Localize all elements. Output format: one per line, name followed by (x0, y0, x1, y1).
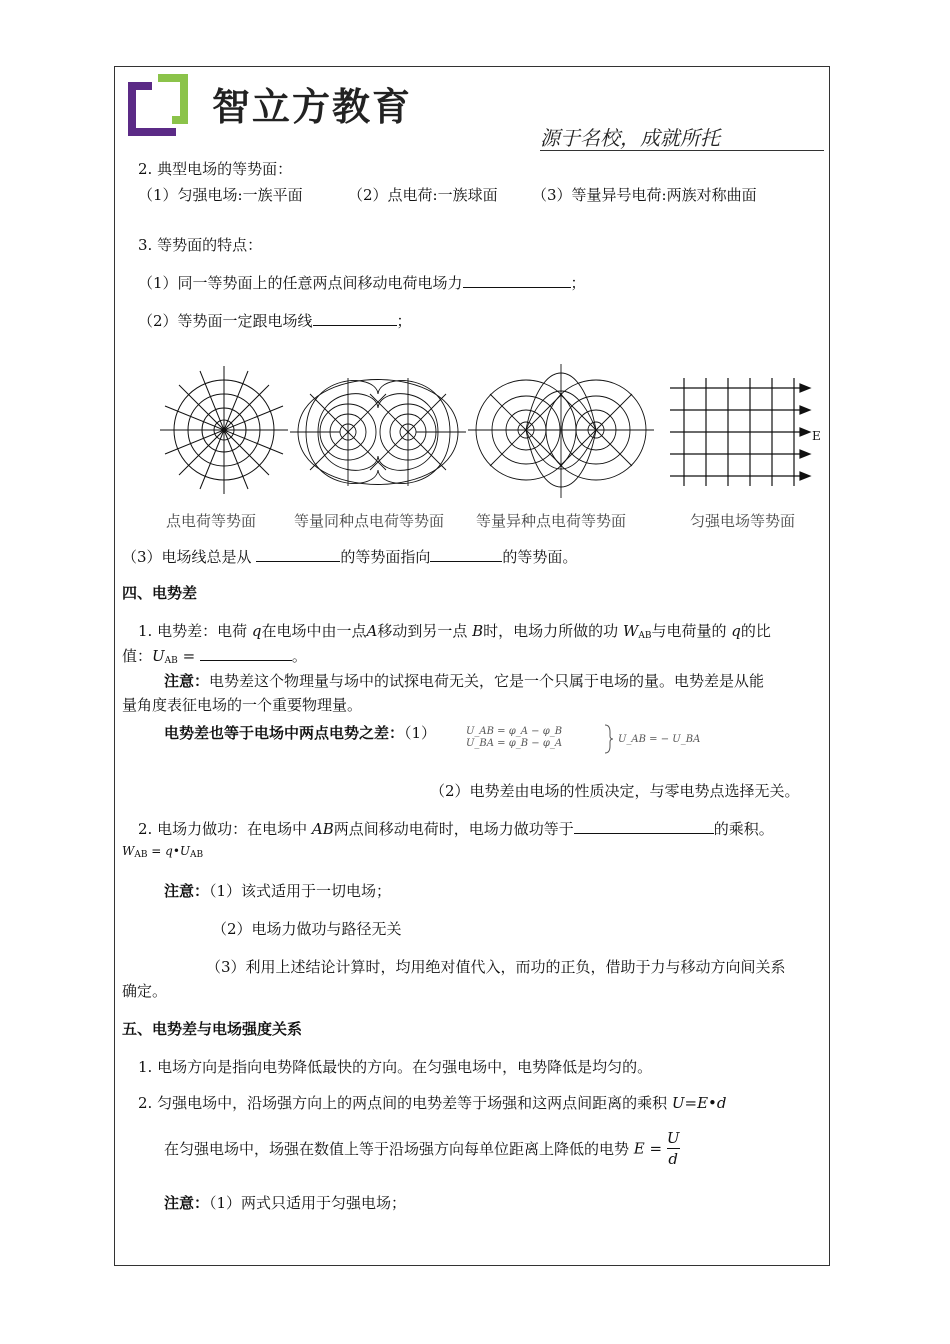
point-charge-figure (160, 366, 288, 494)
sec4-diff-2: （2）电势差由电场的性质决定，与零电势点选择无关。 (430, 782, 800, 800)
item3-3: （3）电场线总是从 的等势面指向 的等势面。 (122, 548, 578, 566)
item3-1: （1）同一等势面上的任意两点间移动电荷电场力 ； (138, 274, 586, 292)
sec5-p1: 1. 电场方向是指向电势降低最快的方向。在匀强电场中，电势降低是均匀的。 (138, 1058, 653, 1076)
item3-2: （2）等势面一定跟电场线 ； (138, 312, 412, 330)
sec4-diff-line: 电势差也等于电场中两点电势之差：（1） (164, 724, 437, 742)
fraction-u-over-d: $\frac{U}{d}$ (666, 1129, 680, 1168)
diff-formula-group: U_AB = φ_A − φ_B U_BA = φ_B − φ_A (466, 726, 563, 749)
sec4-note2-1: 注意：（1）该式适用于一切电场； (164, 882, 392, 900)
sec5-p3: 在匀强电场中，场强在数值上等于沿场强方向每单位距离上降低的电势 E = $\frac{U}{d}$ (164, 1129, 680, 1168)
diff-formula-3: U_AB = − U_BA (618, 734, 701, 745)
caption-uniform-field: 匀强电场等势面 (690, 512, 796, 530)
sec4-note2-2: （2）电场力做功与路径无关 (212, 920, 402, 938)
logo-icon (124, 72, 194, 142)
like-charges-figure (290, 378, 466, 486)
slogan: 源于名校，成就所托 (540, 126, 720, 150)
item2-b: （2）点电荷:一族球面 (348, 186, 498, 204)
caption-unlike-charges: 等量异种点电荷等势面 (476, 512, 627, 530)
equipotential-figures (150, 358, 830, 508)
item2-title: 2. 典型电场的等势面： (138, 160, 293, 178)
sec4-p1-line2: 值：$U_{AB}$ = 。 (122, 647, 307, 666)
sec4-note1-line2: 量角度表征电场的一个重要物理量。 (122, 696, 363, 714)
item3-title: 3. 等势面的特点： (138, 236, 263, 254)
logo-text: 智立方教育 (212, 85, 413, 129)
field-label: E (812, 429, 821, 443)
sec4-p2-formula: $W_{AB}$ = $q•U_{AB}$ (122, 844, 204, 860)
brace-icon (604, 724, 614, 754)
caption-point-charge: 点电荷等势面 (166, 512, 257, 530)
section4-title: 四、电势差 (122, 584, 198, 602)
sec4-p1-line1: 1. 电势差：电荷 q在电场中由一点A移动到另一点 B时，电场力所做的功 $W_{AB}$与电荷量的 q的比 (138, 622, 771, 641)
unlike-charges-figure (468, 364, 654, 498)
sec4-note1-line1: 注意：电势差这个物理量与场中的试探电荷无关，它是一个只属于电场的量。电势差是从能 (164, 672, 765, 690)
section5-title: 五、电势差与电场强度关系 (122, 1020, 303, 1038)
sec4-note2-3b: 确定。 (122, 982, 168, 1000)
item2-a: （1）匀强电场:一族平面 (138, 186, 303, 204)
header-divider (540, 150, 824, 151)
sec5-p2: 2. 匀强电场中，沿场强方向上的两点间的电势差等于场强和这两点间距离的乘积 U=E•d (138, 1094, 727, 1112)
sec5-note: 注意：（1）两式只适用于匀强电场； (164, 1194, 407, 1212)
sec4-note2-3a: （3）利用上述结论计算时，均用绝对值代入，而功的正负，借助于力与移动方向间关系 (206, 958, 786, 976)
sec4-p2-line1: 2. 电场力做功：在电场中 AB两点间移动电荷时，电场力做功等于 的乘积。 (138, 820, 774, 838)
item2-c: （3）等量异号电荷:两族对称曲面 (532, 186, 757, 204)
caption-like-charges: 等量同种点电荷等势面 (294, 512, 445, 530)
uniform-field-figure (670, 378, 821, 486)
